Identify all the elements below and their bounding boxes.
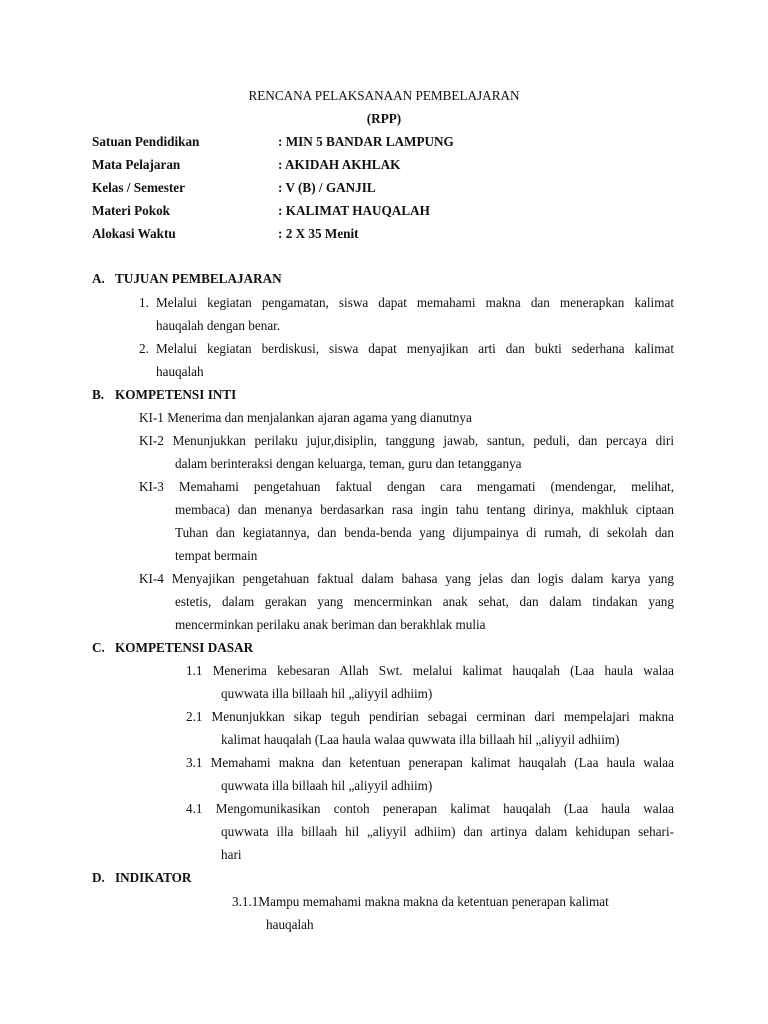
objective-2-number: 2. xyxy=(139,341,149,356)
indicator-3-1-1-line-2: hauqalah xyxy=(266,917,314,932)
identity-label-mapel: Mata Pelajaran xyxy=(92,157,181,172)
objective-2-line-2: hauqalah xyxy=(156,364,204,379)
document-title: RENCANA PELAKSANAAN PEMBELAJARAN xyxy=(248,88,520,103)
section-c-title: KOMPETENSI DASAR xyxy=(115,640,254,655)
ki-3-line-1: KI-3 Memahami pengetahuan faktual dengan cara mengamati (mendengar, melihat, xyxy=(139,479,674,494)
kd-1-1-line-1: 1.1 Menerima kebesaran Allah Swt. melalui kalimat hauqalah (Laa haula walaa xyxy=(186,663,674,678)
kd-4-1-line-1: 4.1 Mengomunikasikan contoh penerapan kalimat hauqalah (Laa haula walaa xyxy=(186,801,674,816)
kd-4-1-line-2: quwwata illa billaah hil „aliyyil adhiim) dan artinya dalam kehidupan sehari- xyxy=(221,824,674,839)
section-a-heading xyxy=(92,271,282,287)
ki-3-line-2: membaca) dan menanya berdasarkan rasa ingin tahu tentang dirinya, makhluk ciptaan xyxy=(175,502,674,517)
ki-4-line-2: estetis, dalam gerakan yang mencerminkan anak sehat, dan dalam tindakan yang xyxy=(175,594,674,609)
section-d-heading xyxy=(92,870,191,886)
objective-1-number: 1. xyxy=(139,295,149,310)
identity-label-materi: Materi Pokok xyxy=(92,203,171,218)
ki-4-line-3: mencerminkan perilaku anak beriman dan berakhlak mulia xyxy=(175,617,486,632)
section-a-title: TUJUAN PEMBELAJARAN xyxy=(115,271,282,286)
document-subtitle: (RPP) xyxy=(366,111,402,126)
kd-1-1-line-2: quwwata illa billaah hil „aliyyil adhiim) xyxy=(221,686,433,701)
section-d-title: INDIKATOR xyxy=(115,870,192,885)
section-b-letter: B. xyxy=(92,387,105,402)
ki-2-line-1: KI-2 Menunjukkan perilaku jujur,disiplin, tanggung jawab, santun, peduli, dan percaya diri xyxy=(139,433,674,448)
identity-value-materi: : KALIMAT HAUQALAH xyxy=(278,203,430,218)
kd-3-1-line-2: quwwata illa billaah hil „aliyyil adhiim) xyxy=(221,778,433,793)
identity-label-satuan: Satuan Pendidikan xyxy=(92,134,200,149)
section-b-heading xyxy=(92,387,236,403)
identity-label-kelas: Kelas / Semester xyxy=(92,180,186,195)
indicator-3-1-1-line-1: 3.1.1Mampu memahami makna makna da ketentuan penerapan kalimat xyxy=(232,894,609,909)
section-d-letter: D. xyxy=(92,870,105,885)
kd-3-1-line-1: 3.1 Memahami makna dan ketentuan penerapan kalimat hauqalah (Laa haula walaa xyxy=(186,755,674,770)
identity-label-alokasi: Alokasi Waktu xyxy=(92,226,176,241)
ki-2-line-2: dalam berinteraksi dengan keluarga, teman, guru dan tetangganya xyxy=(175,456,522,471)
ki-3-line-4: tempat bermain xyxy=(175,548,258,563)
objective-1-line-1: Melalui kegiatan pengamatan, siswa dapat memahami makna dan menerapkan kalimat xyxy=(156,295,674,310)
ki-4-line-1: KI-4 Menyajikan pengetahuan faktual dalam bahasa yang jelas dan logis dalam karya yang xyxy=(139,571,674,586)
identity-value-kelas: : V (B) / GANJIL xyxy=(278,180,376,195)
identity-value-satuan: : MIN 5 BANDAR LAMPUNG xyxy=(278,134,454,149)
ki-1-text: KI-1 Menerima dan menjalankan ajaran agama yang dianutnya xyxy=(139,410,472,425)
objective-1-line-2: hauqalah dengan benar. xyxy=(156,318,281,333)
section-c-letter: C. xyxy=(92,640,105,655)
kd-2-1-line-2: kalimat hauqalah (Laa haula walaa quwwata illa billaah hil „aliyyil adhiim) xyxy=(221,732,620,747)
objective-2-line-1: Melalui kegiatan berdiskusi, siswa dapat menyajikan arti dan bukti sederhana kalimat xyxy=(156,341,674,356)
identity-value-mapel: : AKIDAH AKHLAK xyxy=(278,157,401,172)
identity-value-alokasi: : 2 X 35 Menit xyxy=(278,226,359,241)
ki-3-line-3: Tuhan dan kegiatannya, dan benda-benda yang dijumpainya di rumah, di sekolah dan xyxy=(175,525,674,540)
kd-2-1-line-1: 2.1 Menunjukkan sikap teguh pendirian sebagai cerminan dari mempelajari makna xyxy=(186,709,674,724)
section-b-title: KOMPETENSI INTI xyxy=(115,387,237,402)
kd-4-1-line-3: hari xyxy=(221,847,242,862)
section-a-letter: A. xyxy=(92,271,105,286)
section-c-heading xyxy=(92,640,253,656)
